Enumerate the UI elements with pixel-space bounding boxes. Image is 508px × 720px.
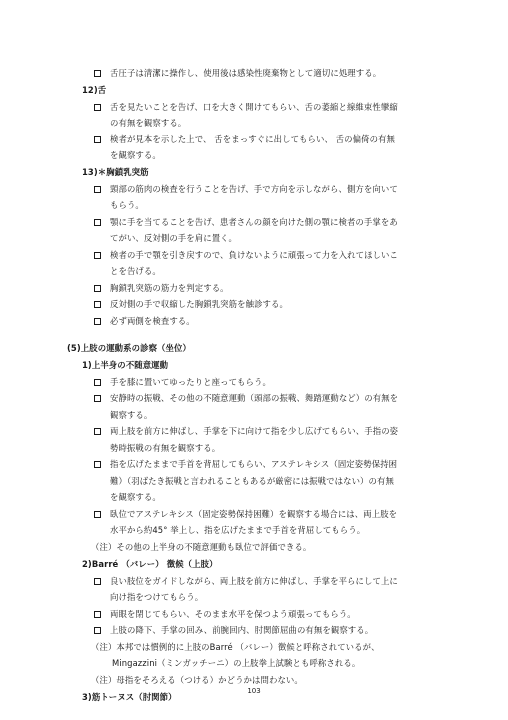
checkbox-icon	[94, 136, 101, 143]
list-item: 指を広げたままで手首を背屈してもらい、アステレキシス（固定姿勢保持困	[110, 459, 398, 469]
subsection-heading: 13)＊胸鎖乳突筋	[82, 167, 149, 177]
subsection-heading: 1)上半身の不随意運動	[82, 360, 169, 370]
note-text: （注）本邦では慣例的に上肢のBarré （バレー）徴候と呼称されているが、	[91, 642, 380, 652]
list-item-continuation: 向け指をつけてもらう。	[110, 592, 204, 602]
page-number: 103	[247, 687, 261, 695]
checkbox-icon	[94, 104, 101, 111]
note-text: （注）その他の上半身の不随意運動も臥位で評価できる。	[91, 542, 312, 552]
list-item: 臥位でアステレキシス（固定姿勢保持困難）を観察する場合には、両上肢を	[110, 509, 398, 519]
subsection-heading: 12)舌	[82, 85, 107, 95]
checkbox-icon	[94, 428, 101, 435]
subsection-heading: 2)Barré （バレー） 徴候（上肢）	[82, 559, 218, 569]
checkbox-icon	[94, 511, 101, 518]
checkbox-icon	[94, 70, 101, 77]
list-item-continuation: の有無を観察する。	[110, 118, 187, 128]
list-item: 検者が見本を示した上で、 舌をまっすぐに出してもらい、 舌の偏倚の有無	[110, 134, 396, 144]
checkbox-icon	[94, 379, 101, 386]
checkbox-icon	[94, 395, 101, 402]
checkbox-icon	[94, 252, 101, 259]
checkbox-icon	[94, 318, 101, 325]
list-item: 顎に手を当てることを告げ、患者さんの顔を向けた側の顎に検者の手掌をあ	[110, 217, 398, 227]
list-item-continuation: を観察する。	[110, 492, 161, 502]
checkbox-icon	[94, 461, 101, 468]
list-item: 舌圧子は清潔に操作し、使用後は感染性廃棄物として適切に処理する。	[110, 68, 382, 78]
list-item-continuation: とを告げる。	[110, 266, 161, 276]
list-item-continuation: もらう。	[110, 200, 144, 210]
list-item-continuation: 水平から約45° 挙上し、指を広げたままで手首を背屈してもらう。	[110, 525, 366, 535]
list-item-continuation: 観察する。	[110, 410, 153, 420]
list-item: 安静時の振戦、その他の不随意運動（頭部の振戦、舞踏運動など）の有無を	[110, 393, 399, 403]
list-item: 両上肢を前方に伸ばし、手掌を下に向けて指を少し広げてもらい、手指の姿	[110, 426, 399, 436]
list-item-continuation: 難）（羽ばたき振戦と言われることもあるが厳密には振戦ではない）の有無	[110, 476, 394, 486]
list-item: 上肢の降下、手掌の回み、前腕回内、肘関節屈曲の有無を観察する。	[110, 625, 374, 635]
checkbox-icon	[94, 285, 101, 292]
note-text-continuation: Mingazzini（ミンガッチーニ）の上肢拳上試験とも呼称される。	[112, 658, 361, 668]
list-item-continuation: を観察する。	[110, 150, 161, 160]
list-item: 頸部の筋肉の検査を行うことを告げ、手で方向を示しながら、側方を向いて	[110, 184, 398, 194]
list-item: 両眼を閉じてもらい、そのまま水平を保つよう頑張ってもらう。	[110, 609, 356, 619]
section-heading: (5)上肢の運動系の診察（坐位）	[67, 343, 191, 353]
list-item: 反対側の手で収縮した胸鎖乳突筋を触診する。	[110, 299, 288, 309]
checkbox-icon	[94, 627, 101, 634]
checkbox-icon	[94, 186, 101, 193]
list-item: 必ず両側を検査する。	[110, 316, 195, 326]
checkbox-icon	[94, 611, 101, 618]
subsection-heading: 3)筋トーヌス（肘関節）	[82, 692, 177, 702]
note-text: （注）母指をそろえる（つける）かどうかは問わない。	[91, 675, 303, 685]
list-item: 胸鎖乳突筋の筋力を判定する。	[110, 283, 229, 293]
checkbox-icon	[94, 219, 101, 226]
checkbox-icon	[94, 301, 101, 308]
list-item-continuation: 勢時振戦の有無を観察する。	[110, 443, 221, 453]
list-item: 良い肢位をガイドしながら、両上肢を前方に伸ばし、手掌を平らにして上に	[110, 576, 398, 586]
list-item: 手を膝に置いてゆったりと座ってもらう。	[110, 377, 271, 387]
list-item-continuation: てがい、反対側の手を肩に置く。	[110, 233, 237, 243]
list-item: 舌を見たいことを告げ、口を大きく開けてもらい、舌の萎縮と線維束性攣縮	[110, 102, 398, 112]
checkbox-icon	[94, 578, 101, 585]
list-item: 検者の手で顎を引き戻すので、負けないように頑張って力を入れてほしいこ	[110, 250, 398, 260]
